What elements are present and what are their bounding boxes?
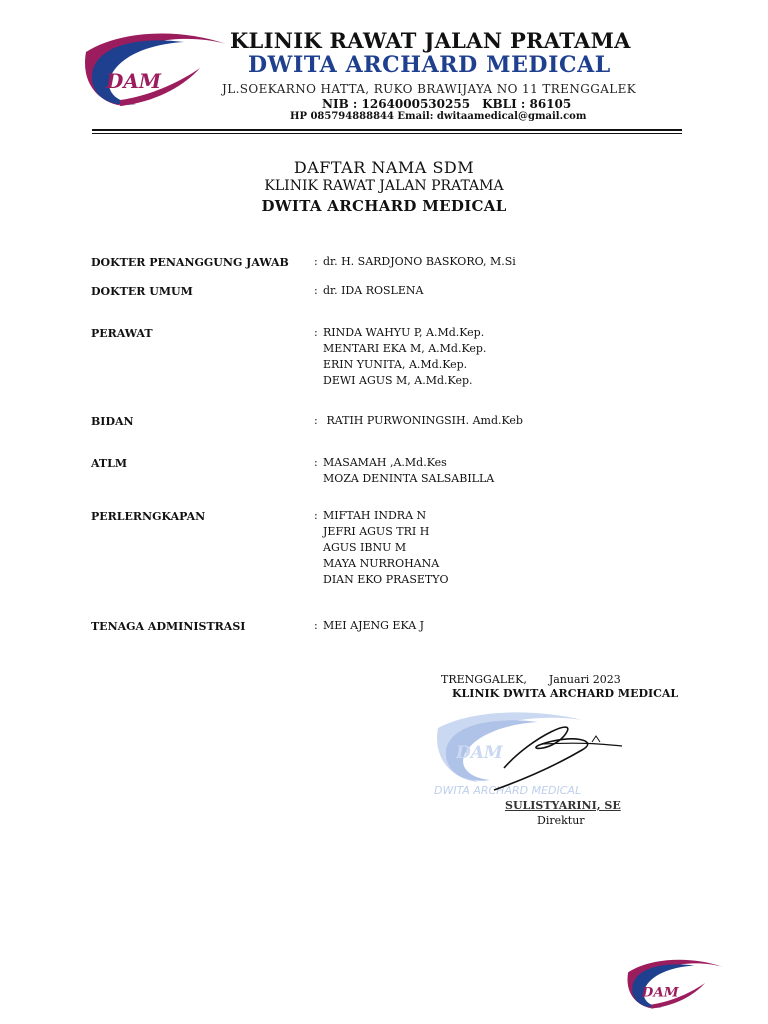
- logo-text: DAM: [106, 69, 161, 93]
- signature-place: TRENGGALEK,: [441, 673, 527, 686]
- staff-name: MOZA DENINTA SALSABILLA: [323, 472, 495, 485]
- staff-name: dr. H. SARDJONO BASKORO, M.Si: [323, 255, 516, 268]
- staff-label-administration: TENAGA ADMINISTRASI: [91, 620, 246, 633]
- letterhead-clinic-name: DWITA ARCHARD MEDICAL: [248, 52, 611, 78]
- svg-text:DAM: DAM: [456, 743, 503, 763]
- staff-name: RATIH PURWONINGSIH. Amd.Keb: [323, 414, 523, 427]
- staff-name: MASAMAH ,A.Md.Kes: [323, 456, 447, 469]
- staff-value-equipment: : MIFTAH INDRA N JEFRI AGUS TRI H AGUS IBNU M MAYA NURROHANA DIAN EKO PRASETYO: [314, 509, 449, 586]
- signature-scribble: [494, 727, 588, 790]
- clinic-logo: [80, 22, 228, 114]
- letterhead-rule: [92, 129, 682, 131]
- footer-logo: [624, 952, 724, 1014]
- letterhead-contact: HP 085794888844 Email: dwitaamedical@gmail.com: [290, 111, 587, 122]
- staff-name: DEWI AGUS M, A.Md.Kep.: [323, 374, 473, 387]
- document-title: DAFTAR NAMA SDM: [293, 158, 475, 177]
- document-subtitle: KLINIK RAWAT JALAN PRATAMA: [264, 178, 504, 194]
- signature-date: Januari 2023: [548, 673, 621, 686]
- stamp-text: DWITA ARCHARD MEDICAL: [434, 784, 582, 797]
- letterhead-rule-thin: [92, 133, 682, 134]
- staff-value-administration: : MEI AJENG EKA J: [314, 619, 425, 632]
- staff-name: MIFTAH INDRA N: [323, 509, 427, 522]
- staff-name: ERIN YUNITA, A.Md.Kep.: [323, 358, 468, 371]
- letterhead-address: JL.SOEKARNO HATTA, RUKO BRAWIJAYA NO 11 TRENGGALEK: [222, 82, 637, 96]
- footer-logo-text: DAM: [641, 984, 679, 1001]
- letterhead-registration: [322, 97, 571, 111]
- staff-name: dr. IDA ROSLENA: [323, 284, 424, 297]
- staff-value-general-doctor: : dr. IDA ROSLENA: [314, 284, 424, 297]
- staff-name: JEFRI AGUS TRI H: [323, 525, 430, 538]
- staff-name: MENTARI EKA M, A.Md.Kep.: [323, 342, 487, 355]
- staff-value-responsible-doctor: : dr. H. SARDJONO BASKORO, M.Si: [314, 255, 516, 268]
- document-clinic-name: DWITA ARCHARD MEDICAL: [261, 197, 507, 215]
- staff-name: RINDA WAHYU P, A.Md.Kep.: [323, 326, 485, 339]
- signature-name: SULISTYARINI, SE: [505, 799, 621, 812]
- letterhead-nib: NIB : 1264000530255: [322, 97, 471, 111]
- staff-label-nurse: PERAWAT: [91, 327, 153, 340]
- signature-place-date: [441, 673, 621, 686]
- signature-clinic: KLINIK DWITA ARCHARD MEDICAL: [452, 687, 679, 700]
- staff-value-midwife: : RATIH PURWONINGSIH. Amd.Keb: [314, 414, 523, 427]
- staff-label-equipment: PERLERNGKAPAN: [91, 510, 206, 523]
- staff-value-atlm: : MASAMAH ,A.Md.Kes MOZA DENINTA SALSABILLA: [314, 456, 495, 485]
- staff-name: MAYA NURROHANA: [323, 557, 440, 570]
- staff-name: AGUS IBNU M: [323, 541, 407, 554]
- signature-role: Direktur: [537, 814, 585, 827]
- letterhead-clinic-type: KLINIK RAWAT JALAN PRATAMA: [230, 28, 631, 53]
- staff-label-atlm: ATLM: [91, 457, 128, 470]
- staff-label-responsible-doctor: DOKTER PENANGGUNG JAWAB: [91, 256, 289, 269]
- staff-name: MEI AJENG EKA J: [323, 619, 425, 632]
- staff-label-general-doctor: DOKTER UMUM: [91, 285, 193, 298]
- staff-label-midwife: BIDAN: [91, 415, 134, 428]
- staff-name: DIAN EKO PRASETYO: [323, 573, 449, 586]
- clinic-stamp: [432, 706, 672, 806]
- letterhead-kbli: KBLI : 86105: [482, 97, 572, 111]
- staff-value-nurse: : RINDA WAHYU P, A.Md.Kep. MENTARI EKA M, A.Md.Kep. ERIN YUNITA, A.Md.Kep. DEWI AGUS M, A.Md.Kep.: [314, 326, 487, 387]
